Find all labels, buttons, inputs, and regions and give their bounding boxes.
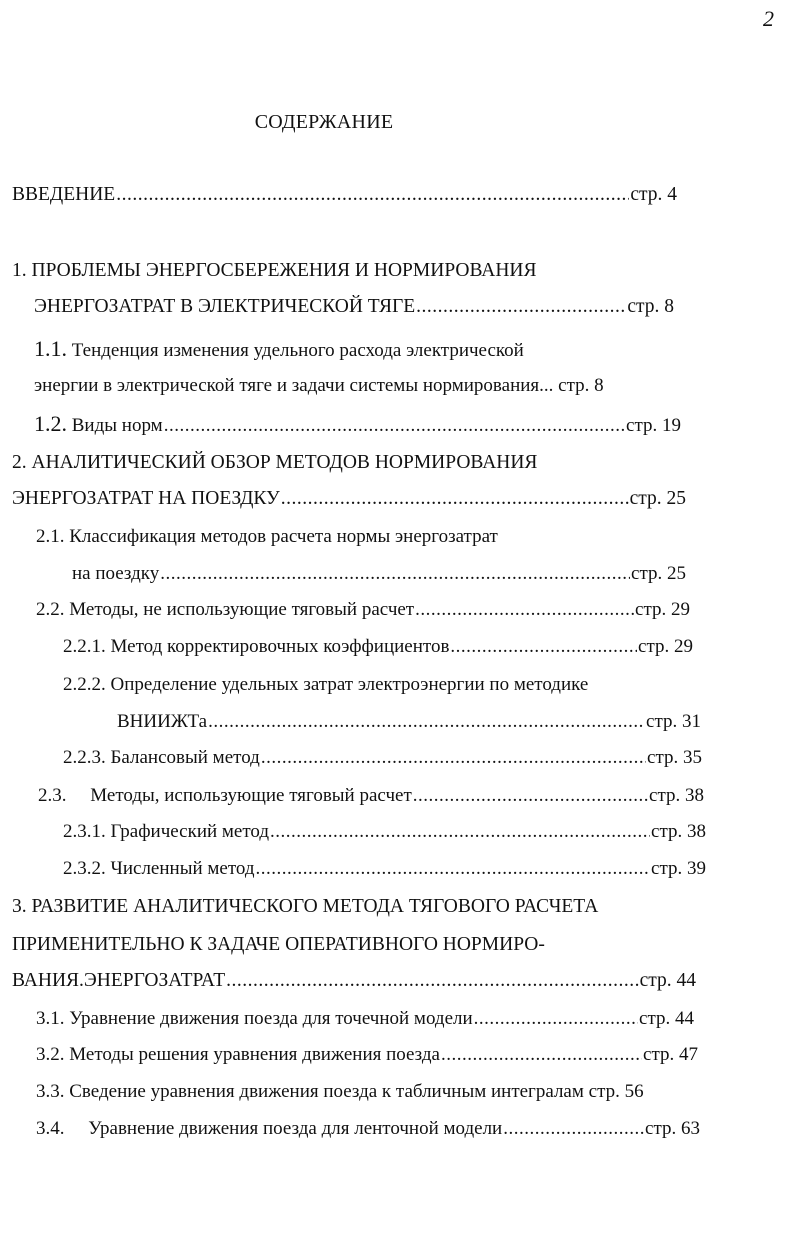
toc-entry-page: стр. 4 <box>630 184 677 205</box>
toc-entry-text: 2.2.2. Определение удельных затрат электроэнергии по методике <box>63 674 589 695</box>
toc-entry-text: ПРИМЕНИТЕЛЬНО К ЗАДАЧЕ ОПЕРАТИВНОГО НОРМИРО- <box>12 934 545 955</box>
toc-section-2-3 <box>38 784 704 808</box>
toc-entry-text: 2.2.1. Метод корректировочных коэффициентов <box>63 636 450 657</box>
toc-entry-text: 2.2. Методы, не использующие тяговый расчет <box>36 599 415 620</box>
toc-chapter-2-heading-cont <box>12 487 686 511</box>
toc-entry-introduction <box>12 183 677 207</box>
toc-entry-number: 1.2. <box>34 411 67 436</box>
toc-chapter-3-heading-cont-2 <box>12 969 696 993</box>
toc-entry-text: 3.1. Уравнение движения поезда для точечной модели <box>36 1008 473 1029</box>
dot-leader <box>416 295 626 319</box>
toc-section-2-3-1 <box>63 820 706 844</box>
dot-leader <box>208 710 645 734</box>
toc-entry-page: стр. 29 <box>638 636 693 657</box>
dot-leader <box>261 746 646 770</box>
toc-entry-page: стр. 8 <box>558 375 604 396</box>
toc-section-2-2-2-cont <box>117 710 701 734</box>
toc-section-3-2 <box>36 1043 698 1067</box>
toc-entry-text: 3.3. Сведение уравнения движения поезда к табличным интегралам стр. 56 <box>36 1081 644 1102</box>
dot-leader <box>270 820 650 844</box>
toc-chapter-1-heading <box>12 259 537 283</box>
dot-leader <box>226 969 638 993</box>
toc-section-2-2-3 <box>63 746 702 770</box>
toc-entry-page: стр. 19 <box>626 415 681 436</box>
toc-entry-text: 2. АНАЛИТИЧЕСКИЙ ОБЗОР МЕТОДОВ НОРМИРОВАНИЯ <box>12 452 538 473</box>
toc-entry-page: стр. 8 <box>627 296 674 317</box>
toc-entry-page: стр. 38 <box>649 785 704 806</box>
toc-entry-page: стр. 25 <box>629 488 686 509</box>
toc-entry-text-group <box>34 412 163 438</box>
toc-entry-page: стр. 38 <box>651 821 706 842</box>
toc-entry-number: 2.3. <box>38 785 67 806</box>
toc-entry-text: 2.3.1. Графический метод <box>63 821 270 842</box>
toc-entry-text: на поездку <box>72 563 160 584</box>
toc-section-2-1 <box>36 525 498 549</box>
toc-section-1-2 <box>34 412 681 436</box>
toc-entry-text: ЭНЕРГОЗАТРАТ В ЭЛЕКТРИЧЕСКОЙ ТЯГЕ <box>34 296 416 317</box>
toc-entry-text-group <box>36 1117 502 1141</box>
toc-entry-text: Уравнение движения поезда для ленточной модели <box>88 1118 503 1139</box>
toc-entry-page: стр. 35 <box>647 747 702 768</box>
page-number: 2 <box>763 6 774 31</box>
dot-leader <box>450 635 637 659</box>
toc-entry-text: 2.1. Классификация методов расчета нормы энергозатрат <box>36 526 498 547</box>
toc-entry-text: ВНИИЖТа <box>117 711 208 732</box>
toc-entry-text: Виды норм <box>71 415 163 436</box>
toc-entry-page: стр. 47 <box>643 1044 698 1065</box>
toc-entry-page: стр. 44 <box>639 970 696 991</box>
dot-leader <box>413 784 648 808</box>
toc-entry-text: ЭНЕРГОЗАТРАТ НА ПОЕЗДКУ <box>12 488 280 509</box>
toc-section-3-4 <box>36 1117 700 1141</box>
toc-entry-text-group <box>38 784 412 808</box>
toc-chapter-2-heading <box>12 451 537 475</box>
toc-entry-page: стр. 44 <box>639 1008 694 1029</box>
dot-leader <box>503 1117 644 1141</box>
toc-entry-text: 3. РАЗВИТИЕ АНАЛИТИЧЕСКОГО МЕТОДА ТЯГОВОГО РАСЧЕТА <box>12 896 599 917</box>
toc-entry-text: ВВЕДЕНИЕ <box>12 184 116 205</box>
dot-leader <box>281 487 629 511</box>
dot-leader <box>164 414 625 438</box>
toc-entry-text: 3.2. Методы решения уравнения движения поезда <box>36 1044 440 1065</box>
toc-section-2-2-2 <box>63 673 588 697</box>
toc-section-2-2 <box>36 598 690 622</box>
toc-entry-text: ВАНИЯ.ЭНЕРГОЗАТРАТ <box>12 970 226 991</box>
dot-leader <box>160 562 630 586</box>
dot-leader <box>441 1043 642 1067</box>
dot-leader <box>474 1007 638 1031</box>
toc-entry-text: энергии в электрической тяге и задачи системы нормирования... <box>34 375 554 396</box>
toc-section-2-1-cont <box>72 562 686 586</box>
dot-leader <box>256 857 651 881</box>
toc-section-2-3-2 <box>63 857 706 881</box>
toc-entry-text: 2.2.3. Балансовый метод <box>63 747 260 768</box>
toc-chapter-3-heading <box>12 895 598 919</box>
toc-section-2-2-1 <box>63 635 693 659</box>
toc-entry-page: стр. 39 <box>651 858 706 879</box>
toc-section-1-1 <box>34 337 524 361</box>
toc-section-3-3 <box>36 1080 644 1104</box>
toc-entry-text: Тенденция изменения удельного расхода электрической <box>71 340 524 361</box>
toc-entry-text: Методы, использующие тяговый расчет <box>90 785 412 806</box>
toc-section-1-1-cont <box>34 374 604 398</box>
toc-entry-text: 2.3.2. Численный метод <box>63 858 255 879</box>
toc-entry-page: стр. 63 <box>645 1118 700 1139</box>
toc-entry-page: стр. 25 <box>631 563 686 584</box>
toc-entry-number: 1.1. <box>34 336 67 361</box>
toc-entry-text: 1. ПРОБЛЕМЫ ЭНЕРГОСБЕРЕЖЕНИЯ И НОРМИРОВАНИЯ <box>12 260 537 281</box>
toc-section-3-1 <box>36 1007 694 1031</box>
toc-entry-number: 3.4. <box>36 1118 65 1139</box>
toc-chapter-3-heading-cont <box>12 933 545 957</box>
toc-chapter-1-heading-cont <box>34 295 674 319</box>
dot-leader <box>415 598 634 622</box>
dot-leader <box>116 183 629 207</box>
page-title: СОДЕРЖАНИЕ <box>254 111 394 133</box>
toc-entry-page: стр. 31 <box>646 711 701 732</box>
toc-entry-page: стр. 29 <box>635 599 690 620</box>
